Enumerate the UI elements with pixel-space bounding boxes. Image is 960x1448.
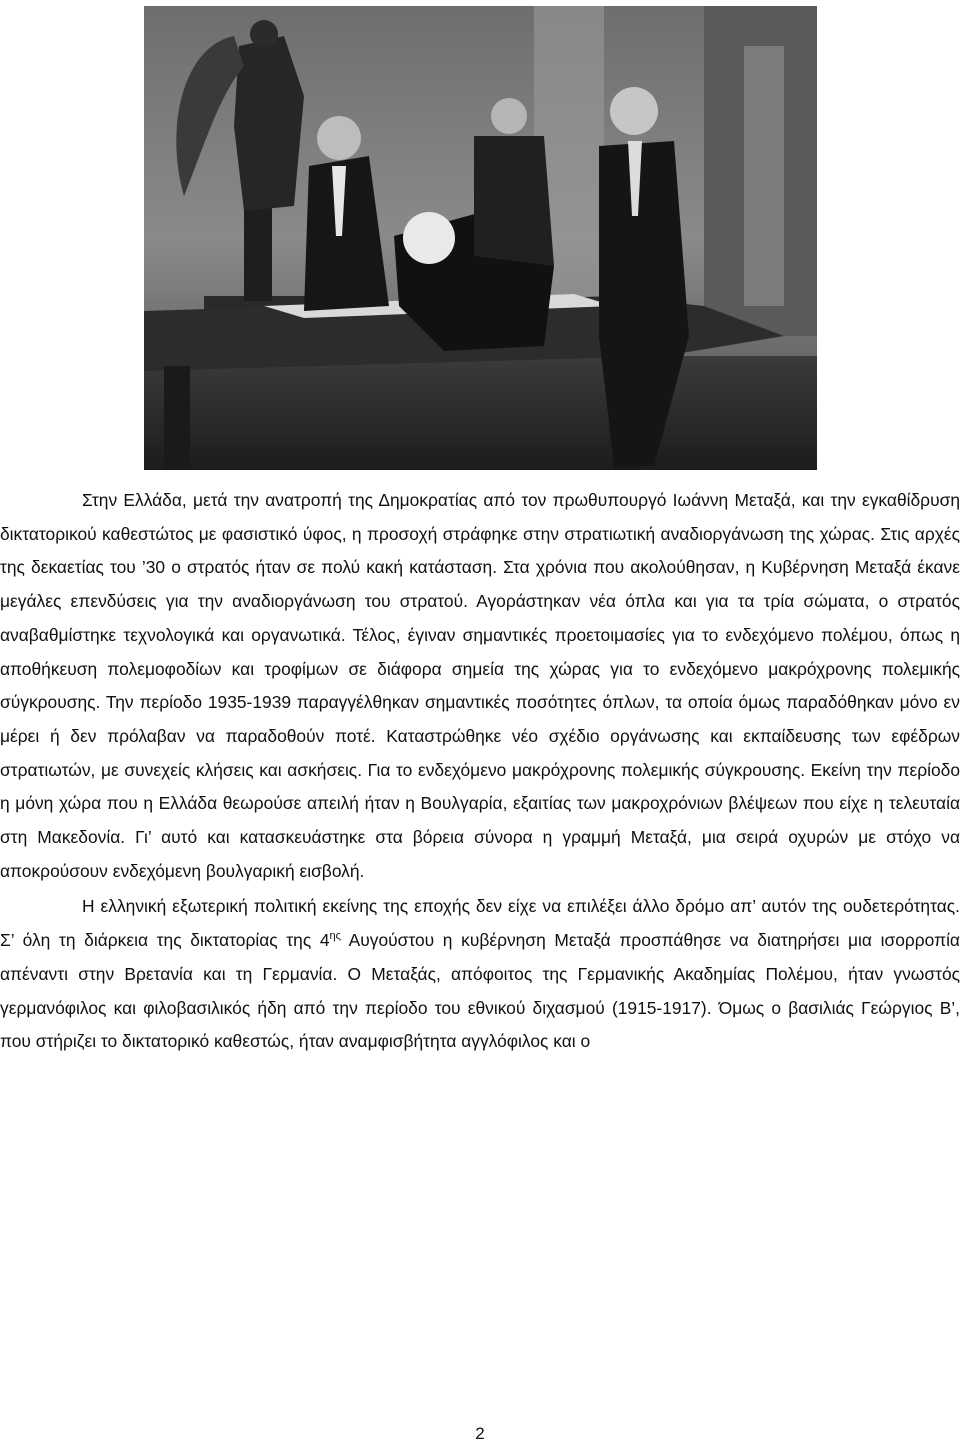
- paragraph-2-text-after: Αυγούστου η κυβέρνηση Μεταξά προσπάθησε να διατηρήσει μια ισορροπία απέναντι στην Βρετανία και τη Γερμανία. Ο Μεταξάς, απόφοιτος της Γερμανικής Ακαδημίας Πολέμου, ήταν γνωστός γερμανόφιλος και φιλοβασιλικός ήδη από την περίοδο του εθνικού διχασμού (1915-1917). Όμως ο βασιλιάς Γεώργιος Β’, που στήριζει το δικτατορικό καθεστώς, ήταν αναμφισβήτητα αγγλόφιλος και ο: [0, 930, 960, 1052]
- paragraph-2-text-before: Η ελληνική εξωτερική πολιτική εκείνης της εποχής δεν είχε να επιλέξει άλλο δρόμο απ’ αυτόν της ουδετερότητας. Σ’ όλη τη διάρκεια της δικτατορίας της 4: [0, 896, 960, 951]
- historical-photo: [144, 6, 817, 470]
- body-text: [0, 484, 960, 1059]
- photo-illustration: [144, 6, 817, 470]
- ordinal-superscript: ης: [329, 930, 341, 943]
- paragraph-1: [0, 484, 960, 888]
- paragraph-1-text: Στην Ελλάδα, μετά την ανατροπή της Δημοκρατίας από τον πρωθυπουργό Ιωάννη Μεταξά, και την εγκαθίδρυση δικτατορικού καθεστώτος με φασιστικό ύφος, η προσοχή στράφηκε στην στρατιωτική αναδιοργάνωση της χώρας. Στις αρχές της δεκαετίας του ’30 ο στρατός ήταν σε πολύ κακή κατάσταση. Στα χρόνια που ακολούθησαν, η Κυβέρνηση Μεταξά έκανε μεγάλες επενδύσεις για την αναδιοργάνωση του στρατού. Αγοράστηκαν νέα όπλα και για τα τρία σώματα, ο στρατός αναβαθμίστηκε τεχνολογικά και οργανωτικά. Τέλος, έγιναν σημαντικές προετοιμασίες για το ενδεχόμενο πολέμου, όπως η αποθήκευση πολεμοφοδίων και τροφίμων σε διάφορα σημεία της χώρας για το ενδεχόμενο μακρόχρονης πολεμικής σύγκρουσης. Την περίοδο 1935-1939 παραγγέλθηκαν σημαντικές ποσότητες όπλων, τα οποία όμως παραδόθηκαν μόνο εν μέρει ή δεν πρόλαβαν να παραδοθούν ποτέ. Καταστρώθηκε νέο σχέδιο οργάνωσης και εκπαίδευσης των εφέδρων στρατιωτών, με συνεχείς κλήσεις και ασκήσεις. Για το ενδεχόμενο μακρόχρονης πολεμικής σύγκρουσης. Εκείνη την περίοδο η μόνη χώρα που η Ελλάδα θεωρούσε απειλή ήταν η Βουλγαρία, εξαιτίας των μακροχρόνιων βλέψεων που είχε η τελευταία στη Μακεδονία. Γι’ αυτό και κατασκευάστηκε στα βόρεια σύνορα η γραμμή Μεταξά, μια σειρά οχυρών με στόχο να αποκρούσουν ενδεχόμενη βουλγαρική εισβολή.: [0, 490, 960, 881]
- paragraph-2: [0, 890, 960, 1059]
- page-number: 2: [475, 1424, 485, 1443]
